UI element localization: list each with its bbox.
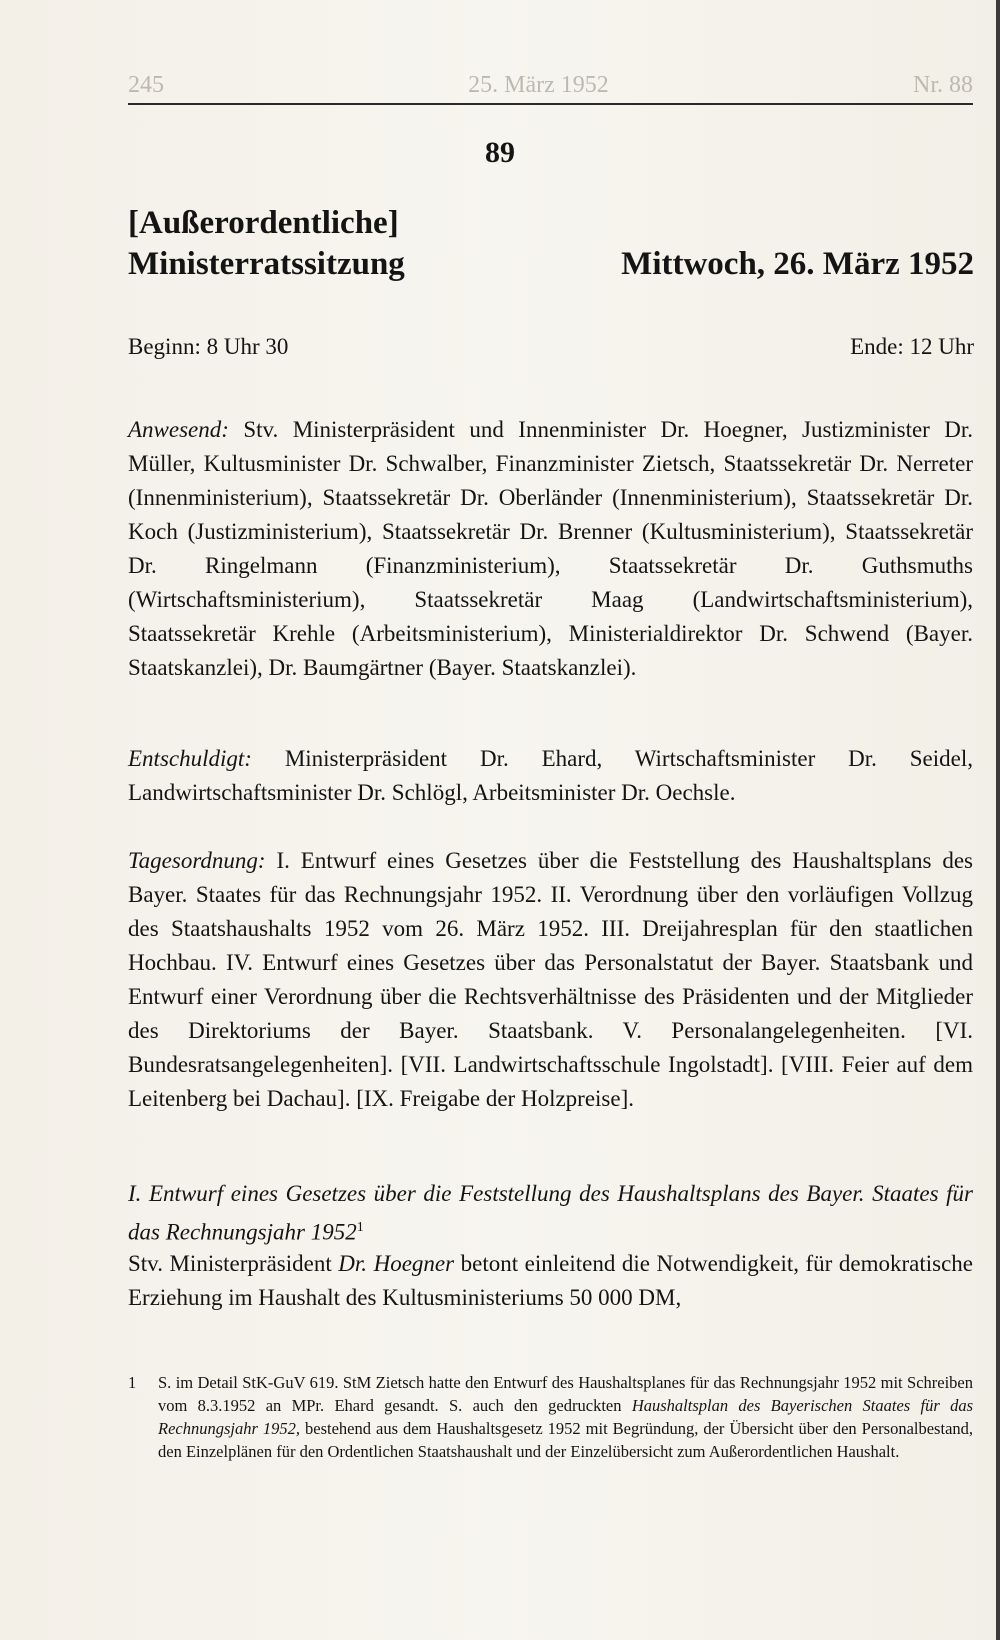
section-heading-text: I. Entwurf eines Gesetzes über die Feststellung des Haushaltsplans des Bayer. Staates für das Rechnungsjahr 1952 <box>128 1181 973 1245</box>
footnote-mark: 1 <box>128 1373 137 1392</box>
running-head-page: 245 <box>128 72 164 98</box>
document-number: 89 <box>485 136 515 169</box>
end-time: Ende: 12 Uhr <box>850 334 974 359</box>
running-head-date: 25. März 1952 <box>468 72 609 98</box>
paragraph-start: Stv. Ministerpräsident <box>128 1251 332 1276</box>
title-line-1: [Außerordentliche] <box>128 205 399 241</box>
paragraph-name: Dr. Hoegner <box>338 1251 455 1276</box>
attendees-label: Anwesend: <box>128 417 229 442</box>
meeting-date: Mittwoch, 26. März 1952 <box>621 246 974 282</box>
footnote-text <box>158 1371 973 1463</box>
attendees-paragraph <box>128 413 973 685</box>
body-paragraph <box>128 1247 973 1315</box>
excused-paragraph <box>128 742 973 810</box>
section-footnote-ref: 1 <box>356 1220 364 1235</box>
start-time: Beginn: 8 Uhr 30 <box>128 334 289 359</box>
excused-label: Entschuldigt: <box>128 746 252 771</box>
agenda-text: I. Entwurf eines Gesetzes über die Feststellung des Haushaltsplans des Bayer. Staates für das Rechnungsjahr 1952. II. Verordnung über den vorläufigen Vollzug des Staatshaushalts 1952 vom 26. März 1952. III. Dreijahresplan für den staatlichen Hochbau. IV. Entwurf eines Gesetzes über das Personalstatut der Bayer. Staatsbank und Entwurf einer Verordnung über die Rechtsverhältnisse des Präsidenten und der Mitglieder des Direktoriums der Bayer. Staatsbank. V. Personalangelegenheiten. [VI. Bundesratsangelegenheiten]. [VII. Landwirtschaftsschule Ingolstadt]. [VIII. Feier auf dem Leitenberg bei Dachau]. [IX. Freigabe der Holzpreise]. <box>128 848 973 1111</box>
agenda-label: Tagesordnung: <box>128 848 266 873</box>
header-rule <box>128 103 973 105</box>
page-edge-shadow <box>996 0 1000 1640</box>
running-head-number: Nr. 88 <box>912 72 973 98</box>
attendees-text: Stv. Ministerpräsident und Innenminister Dr. Hoegner, Justizminister Dr. Müller, Kultusminister Dr. Schwalber, Finanzminister Zietsch, Staatssekretär Dr. Nerreter (Innenministerium), Staatssekretär Dr. Oberländer (Innenministerium), Staatssekretär Dr. Koch (Justizministerium), Staatssekretär Dr. Brenner (Kultusministerium), Staatssekretär Dr. Ringelmann (Finanzministerium), Staatssekretär Dr. Guthsmuths (Wirtschaftsministerium), Staatssekretär Maag (Landwirtschaftsministerium), Staatssekretär Krehle (Arbeitsministerium), Ministerialdirektor Dr. Schwend (Bayer. Staatskanzlei), Dr. Baumgärtner (Bayer. Staatskanzlei). <box>128 417 973 680</box>
footnote-text-a: S. im Detail StK-GuV 619. StM Zietsch hatte den Entwurf des Haushaltsplanes für das Rechnungsjahr 1952 mit Schreiben vom 8.3.1952 an MPr. Ehard gesandt. S. auch den gedruckten <box>158 1373 973 1415</box>
agenda-paragraph <box>128 844 973 1116</box>
footnote-text-italic: Haushaltsplan des Bayerischen Staates für das Rechnungsjahr 1952, <box>158 1396 973 1438</box>
section-heading <box>128 1177 973 1250</box>
title-line-2: Ministerratssitzung <box>128 246 405 282</box>
excused-text: Ministerpräsident Dr. Ehard, Wirtschaftsminister Dr. Seidel, Landwirtschaftsminister Dr. Schlögl, Arbeitsminister Dr. Oechsle. <box>128 746 973 805</box>
footnote <box>128 1371 973 1463</box>
paragraph-rest: betont einleitend die Notwendigkeit, für demokratische Erziehung im Haushalt des Kultusministeriums 50 000 DM, <box>128 1251 974 1310</box>
footnote-text-b: bestehend aus dem Haushaltsgesetz 1952 mit Begründung, der Übersicht über den Personalbestand, den Einzelplänen für den Ordentlichen Staatshaushalt und der Einzelübersicht zum Außerordentlichen Haushalt. <box>158 1419 974 1461</box>
running-head <box>128 72 973 99</box>
